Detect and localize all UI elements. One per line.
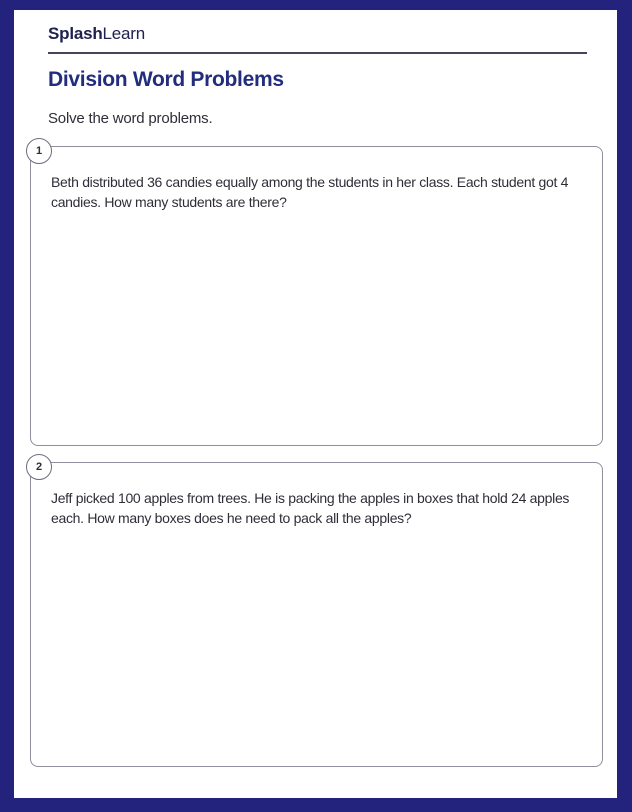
problem-number-2: 2 [35,461,43,473]
worksheet-title: Division Word Problems [48,68,284,91]
problem-text-2: Jeff picked 100 apples from trees. He is packing the apples in boxes that hold 24 apples each. How many boxes does he need to pack all the apples? [51,490,570,526]
problem-number-badge-1 [26,138,52,164]
instructions-text: Solve the word problems. [48,110,213,127]
problem-number-badge-2 [26,454,52,480]
logo-text-learn: Learn [102,24,146,43]
problem-box-2 [30,462,603,767]
problem-number-1: 1 [35,145,43,157]
header-divider [48,52,587,54]
splashlearn-logo [48,24,145,44]
logo-text-splash: Splash [48,24,103,43]
worksheet-page [14,10,617,798]
problem-text-1: Beth distributed 36 candies equally among the students in her class. Each student got 4 candies. How many students are there? [51,174,569,210]
problem-box-1 [30,146,603,446]
